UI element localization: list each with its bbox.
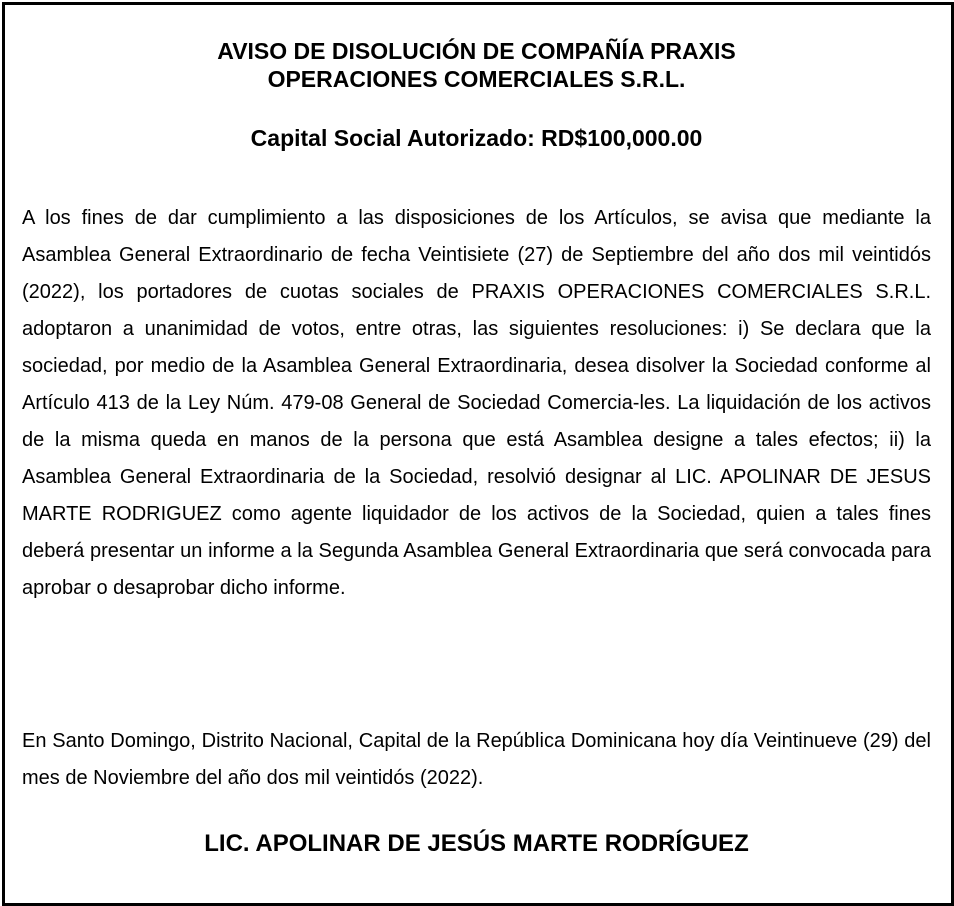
signatory-name: LIC. APOLINAR DE JESÚS MARTE RODRÍGUEZ	[204, 830, 749, 857]
notice-content	[22, 5, 931, 903]
notice-title-line2: OPERACIONES COMERCIALES S.R.L.	[267, 66, 686, 92]
authorized-capital: Capital Social Autorizado: RD$100,000.00	[250, 125, 703, 151]
notice-title	[22, 37, 931, 93]
date-location-paragraph: En Santo Domingo, Distrito Nacional, Capital de la República Dominicana hoy día Veintinueve (29) del mes de Noviembre del año dos mil veintidós (2022).	[22, 730, 931, 789]
notice-title-line1: AVISO DE DISOLUCIÓN DE COMPAÑÍA PRAXIS	[217, 38, 736, 64]
notice-border	[2, 2, 954, 906]
resolution-paragraph: A los fines de dar cumplimiento a las disposiciones de los Artículos, se avisa que mediante la Asamblea General Extraordinario de fecha Veintisiete (27) de Septiembre del año dos mil veintidós (2022), los portadores de cuotas sociales de PRAXIS OPERACIONES COMERCIALES S.R.L. adoptaron a unanimidad de votos, entre otras, las siguientes resoluciones: i) Se declara que la sociedad, por medio de la Asamblea General Extraordinaria, desea disolver la Sociedad conforme al Artículo 413 de la Ley Núm. 479-08 General de Sociedad Comercia-les. La liquidación de los activos de la misma queda en manos de la persona que está Asamblea designe a tales efectos; ii) la Asamblea General Extraordinaria de la Sociedad, resolvió designar al LIC. APOLINAR DE JESUS MARTE RODRIGUEZ como agente liquidador de los activos de la Sociedad, quien a tales fines deberá presentar un informe a la Segunda Asamblea General Extraordinaria que será convocada para aprobar o desaprobar dicho informe.	[22, 207, 931, 599]
